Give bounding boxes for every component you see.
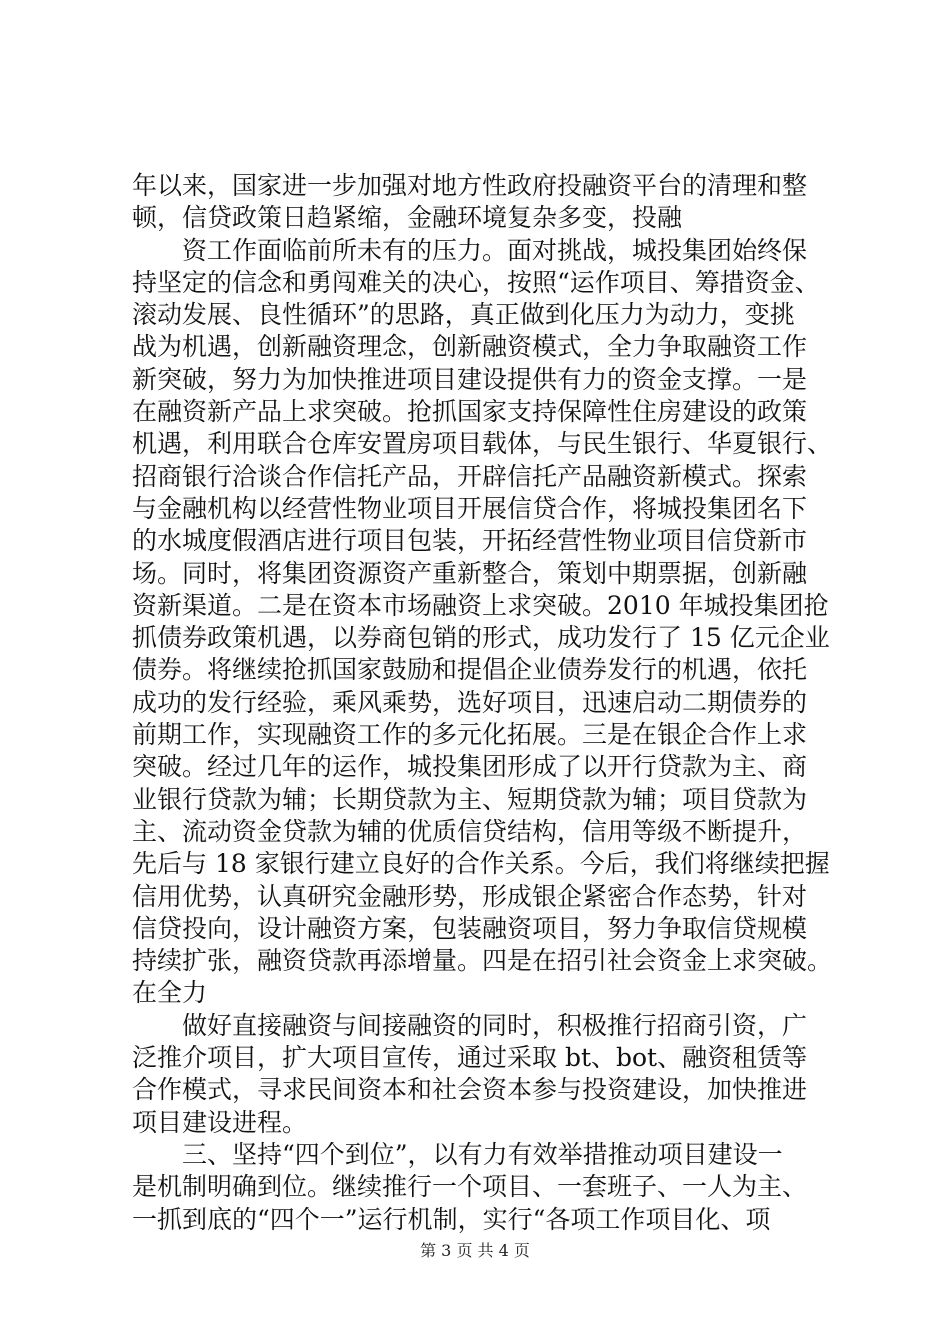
text-line: 前期工作，实现融资工作的多元化拓展。三是在银企合作上求 <box>132 720 808 750</box>
text-line: 年以来，国家进一步加强对地方性政府投融资平台的清理和整 <box>132 171 808 200</box>
text-line: 持坚定的信念和勇闯难关的决心，按照“运作项目、筹措资金、 <box>132 267 820 297</box>
text-line: 三、坚持“四个到位”，以有力有效举措推动项目建设一 <box>132 1139 783 1169</box>
text-line: 在全力 <box>132 978 208 1008</box>
text-line: 滚动发展、良性循环”的思路，真正做到化压力为动力，变挑 <box>132 300 795 330</box>
text-line: 一抓到底的“四个一”运行机制，实行“各项工作项目化、项 <box>132 1204 771 1234</box>
text-line: 战为机遇，创新融资理念，创新融资模式，全力争取融资工作 <box>132 332 808 362</box>
text-line: 突破。经过几年的运作，城投集团形成了以开行贷款为主、商 <box>132 752 808 782</box>
text-line: 业银行贷款为辅；长期贷款为主、短期贷款为辅；项目贷款为 <box>132 784 808 814</box>
text-line: 资工作面临前所未有的压力。面对挑战，城投集团始终保 <box>132 235 808 265</box>
text-line: 合作模式，寻求民间资本和社会资本参与投资建设，加快推进 <box>132 1075 808 1105</box>
text-line: 债券。将继续抢抓国家鼓励和提倡企业债券发行的机遇，依托 <box>132 655 808 685</box>
text-line: 主、流动资金贷款为辅的优质信贷结构，信用等级不断提升， <box>132 816 808 846</box>
text-line: 抓债券政策机遇，以券商包销的形式，成功发行了 15 亿元企业 <box>132 623 830 653</box>
text-line: 在融资新产品上求突破。抢抓国家支持保障性住房建设的政策 <box>132 397 808 427</box>
text-line: 是机制明确到位。继续推行一个项目、一套班子、一人为主、 <box>132 1172 808 1202</box>
text-line: 场。同时，将集团资源资产重新整合，策划中期票据，创新融 <box>132 558 808 588</box>
text-line: 信贷投向，设计融资方案，包装融资项目，努力争取信贷规模 <box>132 913 808 943</box>
text-line: 的水城度假酒店进行项目包装，开拓经营性物业项目信贷新市 <box>132 526 808 556</box>
text-line: 新突破，努力为加快推进项目建设提供有力的资金支撑。一是 <box>132 364 808 394</box>
text-line: 做好直接融资与间接融资的同时，积极推行招商引资，广 <box>132 1010 808 1040</box>
text-line: 顿，信贷政策日趋紧缩，金融环境复杂多变，投融 <box>132 203 683 233</box>
text-line: 机遇，利用联合仓库安置房项目载体，与民生银行、华夏银行、 <box>132 429 833 459</box>
text-line: 项目建设进程。 <box>132 1107 308 1137</box>
text-line: 与金融机构以经营性物业项目开展信贷合作，将城投集团名下 <box>132 493 808 523</box>
text-line: 信用优势，认真研究金融形势，形成银企紧密合作态势，针对 <box>132 881 808 911</box>
text-line: 招商银行洽谈合作信托产品，开辟信托产品融资新模式。探索 <box>132 461 808 491</box>
text-line: 先后与 18 家银行建立良好的合作关系。今后，我们将继续把握 <box>132 849 830 879</box>
text-line: 泛推介项目，扩大项目宣传，通过采取 bt、bot、融资租赁等 <box>132 1043 808 1073</box>
text-line: 持续扩张，融资贷款再添增量。四是在招引社会资金上求突破。 <box>132 946 833 976</box>
document-body <box>132 170 833 1236</box>
text-line: 资新渠道。二是在资本市场融资上求突破。2010 年城投集团抢 <box>132 590 829 620</box>
text-line: 成功的发行经验，乘风乘势，选好项目，迅速启动二期债券的 <box>132 687 808 717</box>
page-number-footer: 第 3 页 共 4 页 <box>420 1241 530 1260</box>
